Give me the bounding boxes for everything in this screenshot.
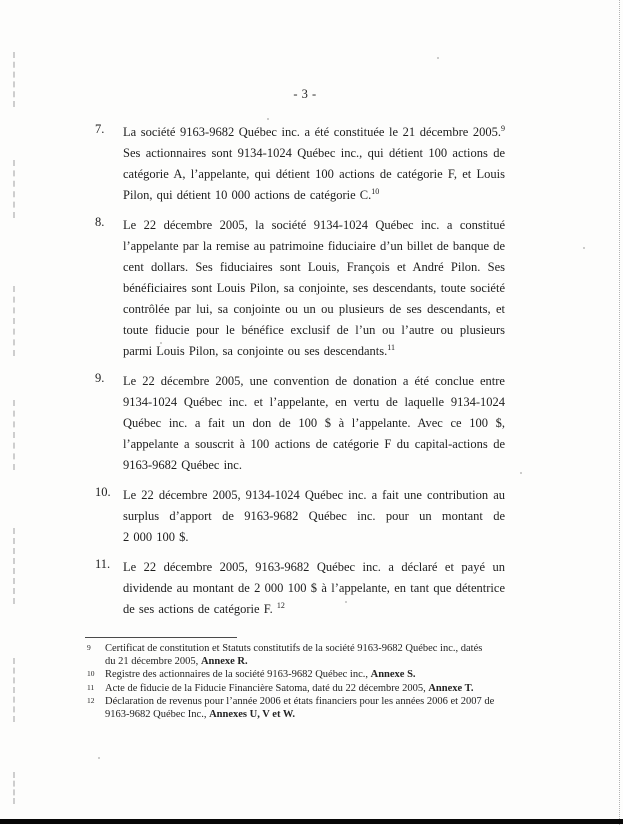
scan-artifact-left-dash (13, 400, 15, 470)
paragraph (95, 371, 505, 476)
annex-reference: Annexe R. (200, 655, 248, 667)
scan-noise (583, 247, 585, 249)
paragraph-number: 9. (95, 371, 105, 385)
footnote-list (85, 643, 495, 722)
paragraph (95, 215, 505, 362)
footnote (85, 643, 495, 668)
scan-artifact-left-dash (13, 160, 15, 218)
scan-artifact-left-dash (13, 286, 15, 356)
footnote-marker: 10 (87, 669, 95, 678)
paragraph-text: Le 22 décembre 2005, la société 9134-1024 Québec inc. a constitué l’appelante par la remise au patrimoine fiduciaire d’un billet de banque de cent dollars. Ses fiduciaires sont Louis, François et André Pilon. Ses bénéficiaires sont Louis Pilon, sa conjointe, ses descendants, toute société contrôlée par lui, sa conjointe ou un ou plusieurs de ses descendants, et toute fiducie pour le bénéfice exclusif de l’un ou l’autre ou plusieurs parmi Louis Pilon, sa conjointe ou ses descendants.$^{11}$ (123, 218, 505, 358)
paragraph-text: Le 22 décembre 2005, 9134-1024 Québec inc. a fait une contribution au surplus d’apport de 9163-9682 Québec inc. pour un montant de 2 000 100 $. (123, 488, 505, 544)
footnote-text: Certificat de constitution et Statuts constitutifs de la société 9163-9682 Québec inc., datés du 21 décembre 2005, Annexe R. (105, 643, 483, 667)
footnote-marker: 9 (87, 643, 91, 652)
paragraph (95, 485, 505, 548)
footnote-text: Déclaration de revenus pour l’année 2006 et états financiers pour les années 2006 et 2007 de 9163-9682 Québec Inc., Annexes U, V et W. (105, 696, 495, 720)
scan-artifact-left-dash (13, 658, 15, 722)
footnote-reference: 10 (371, 186, 380, 196)
footnote (85, 683, 495, 696)
paragraph-number: 11. (95, 557, 111, 571)
paragraph-number: 8. (95, 215, 105, 229)
page-number: - 3 - (293, 87, 317, 101)
scan-artifact-bottom-bar (0, 819, 623, 824)
footnote-text: Registre des actionnaires de la société 9163-9682 Québec inc., Annexe S. (105, 669, 416, 680)
scan-artifact-left-dash (13, 528, 15, 604)
footnote-reference: 9 (501, 123, 505, 133)
paragraph-list (95, 122, 505, 629)
scan-noise (98, 757, 100, 759)
paragraph (95, 557, 505, 620)
footnote (85, 696, 495, 721)
paragraph-text: Le 22 décembre 2005, 9163-9682 Québec inc. a déclaré et payé un dividende au montant de 2 000 100 $ à l’appelante, en tant que détentrice de ses actions de catégorie F. $^{12}$ (123, 560, 505, 616)
annex-reference: Annexe S. (370, 669, 416, 680)
annex-reference: Annexe T. (428, 682, 474, 694)
paragraph-number: 7. (95, 122, 105, 136)
footnote-reference: 11 (387, 342, 395, 352)
footnote-separator (85, 637, 237, 638)
scan-artifact-left-dash (13, 772, 15, 804)
paragraph-number: 10. (95, 485, 111, 499)
paragraph-text: Le 22 décembre 2005, une convention de donation a été conclue entre 9134-1024 Québec inc. et l’appelante, en vertu de laquelle 9134-1024 Québec inc. a fait un don de 100 $ à l’appelante. Avec ce 100 $, l’appelante a souscrit à 100 actions de catégorie F du capital-actions de 9163-9682 Québec inc. (123, 374, 505, 472)
paragraph-text: La société 9163-9682 Québec inc. a été constituée le 21 décembre 2005.$^9$ Ses actionnaires sont 9134-1024 Québec inc., qui détient 100 actions de catégorie A, l’appelante, qui détient 100 actions de catégorie F, et Louis Pilon, qui détient 10 000 actions de catégorie C.$^{10}$ (123, 123, 505, 202)
footnote-marker: 11 (87, 682, 95, 692)
footnote-reference: 12 (276, 600, 285, 610)
paragraph (95, 122, 505, 206)
footnote-marker: 12 (87, 696, 95, 705)
footnote-text: Acte de fiducie de la Fiducie Financière Satoma, daté du 22 décembre 2005, Annexe T. (105, 682, 474, 694)
footnote (85, 669, 495, 682)
annex-reference: Annexes U, V et W. (209, 708, 296, 720)
scan-noise (267, 118, 269, 120)
scan-noise (437, 57, 439, 59)
scan-noise (520, 472, 522, 474)
scan-artifact-right-edge (619, 0, 620, 825)
